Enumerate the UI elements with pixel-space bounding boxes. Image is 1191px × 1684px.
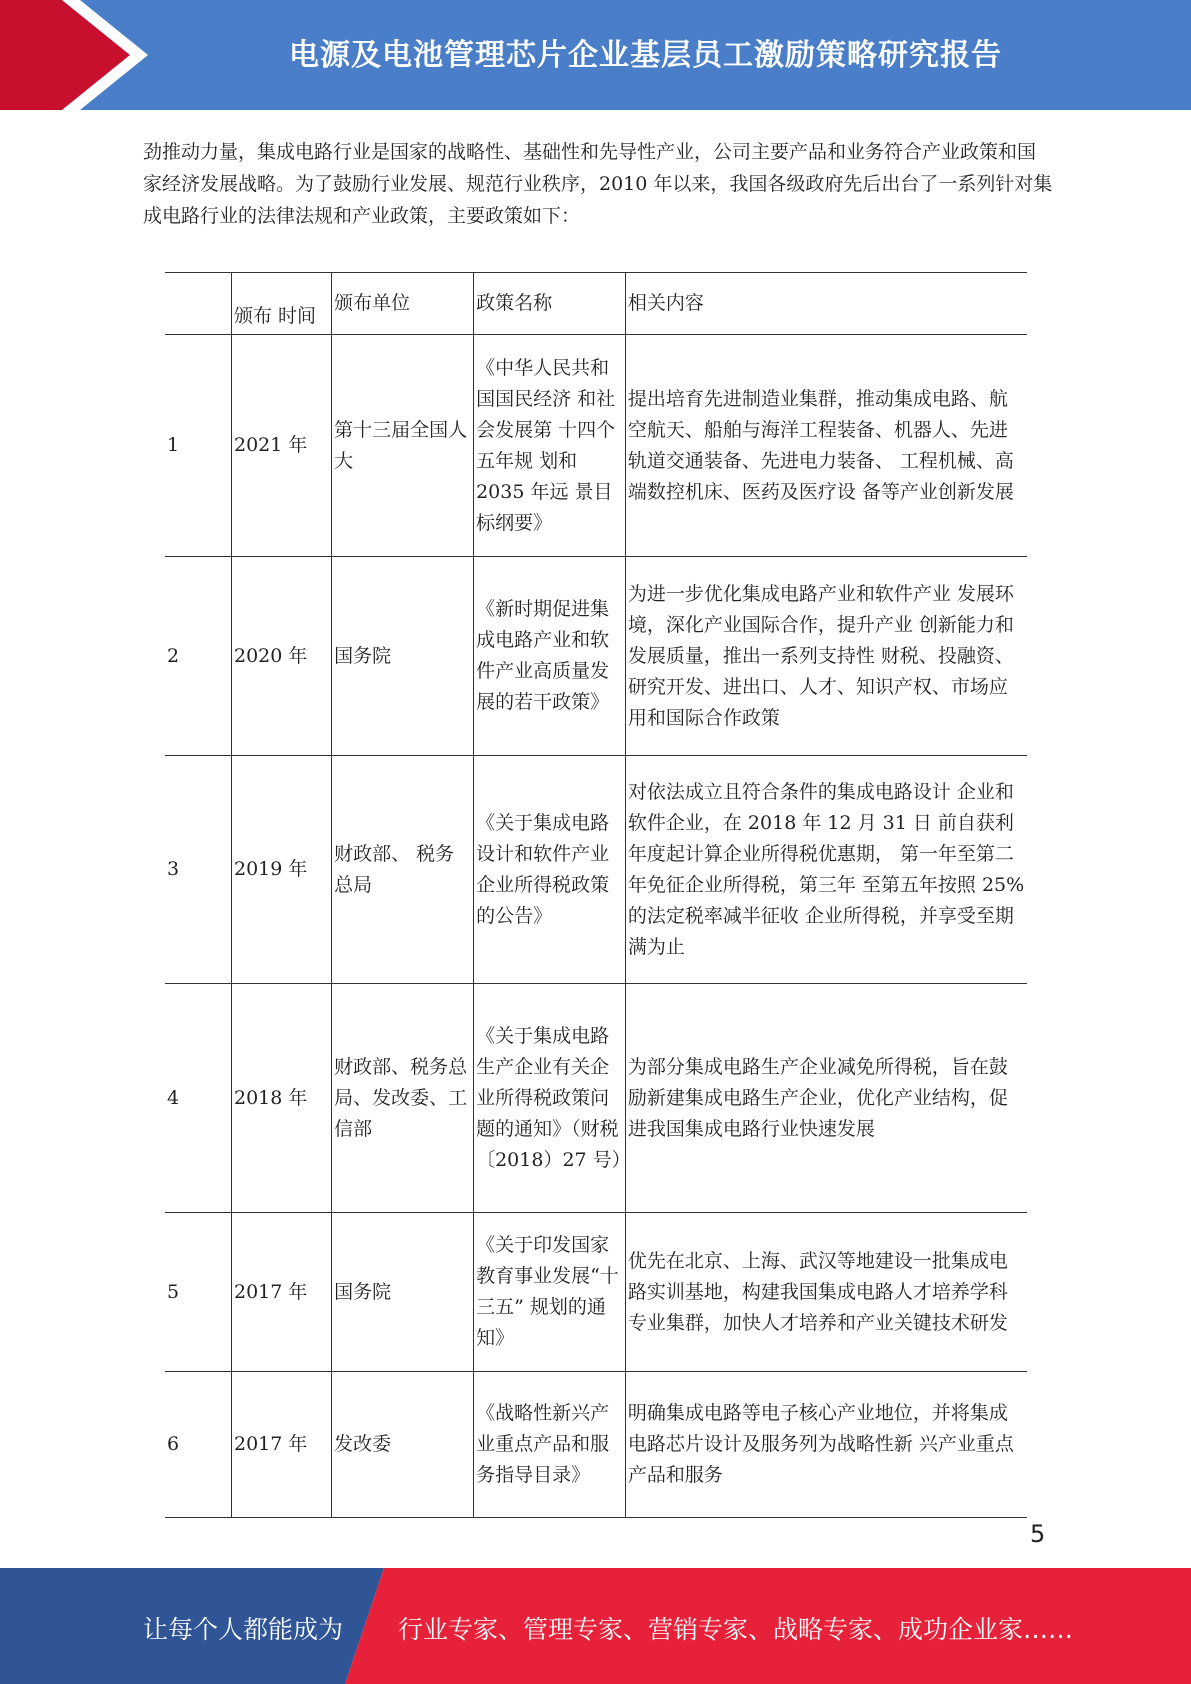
row-content: 明确集成电路等电子核心产业地位，并将集成电路芯片设计及服务列为战略性新 兴产业重点产品和服务 [625, 1372, 1027, 1518]
row-no: 6 [165, 1372, 232, 1518]
table-row [165, 335, 1027, 557]
footer-banner [0, 1568, 1191, 1684]
row-policy: 《关于印发国家教育事业发展“十三五” 规划的通知》 [474, 1213, 626, 1372]
header-policy: 政策名称 [474, 273, 626, 335]
header-year: 颁布 时间 [232, 273, 332, 335]
row-policy: 《战略性新兴产业重点产品和服务指导目录》 [474, 1372, 626, 1518]
footer-slogan-right: 行业专家、管理专家、营销专家、战略专家、成功企业家…… [398, 1615, 1074, 1644]
footer-slogan-left: 让每个人都能成为 [143, 1615, 344, 1644]
row-year: 2017 年 [232, 1213, 332, 1372]
row-no: 4 [165, 984, 232, 1213]
row-issuer: 发改委 [332, 1372, 474, 1518]
row-content: 优先在北京、上海、武汉等地建设一批集成电路实训基地，构建我国集成电路人才培养学科专业集群，加快人才培养和产业关键技术研发 [625, 1213, 1027, 1372]
report-title: 电源及电池管理芯片企业基层员工激励策略研究报告 [289, 38, 1002, 73]
row-no: 3 [165, 756, 232, 984]
row-content: 对依法成立且符合条件的集成电路设计 企业和软件企业，在 2018 年 12 月 31 日 前自获利年度起计算企业所得税优惠期， 第一年至第二年免征企业所得税，第三年 至第五年按照 25%的法定税率减半征收 企业所得税，并享受至期满为止 [625, 756, 1027, 984]
header-banner [0, 0, 1191, 110]
row-issuer: 国务院 [332, 557, 474, 756]
table-row [165, 1213, 1027, 1372]
row-policy: 《关于集成电路生产企业有关企业所得税政策问题的通知》（财税〔2018）27 号） [474, 984, 626, 1213]
header-no [165, 273, 232, 335]
row-year: 2019 年 [232, 756, 332, 984]
header-arrow-decoration [0, 0, 160, 110]
intro-paragraph: 劲推动力量，集成电路行业是国家的战略性、基础性和先导性产业，公司主要产品和业务符合产业政策和国家经济发展战略。为了鼓励行业发展、规范行业秩序，2010 年以来，我国各级政府先后出台了一系列针对集成电路行业的法律法规和产业政策，主要政策如下： [143, 141, 1053, 227]
table-header-row [165, 273, 1027, 335]
row-no: 2 [165, 557, 232, 756]
row-content: 为部分集成电路生产企业减免所得税，旨在鼓励新建集成电路生产企业，优化产业结构，促进我国集成电路行业快速发展 [625, 984, 1027, 1213]
row-year: 2021 年 [232, 335, 332, 557]
header-issuer: 颁布单位 [332, 273, 474, 335]
row-issuer: 财政部、 税务总局 [332, 756, 474, 984]
page-number: 5 [1030, 1520, 1046, 1548]
row-policy: 《关于集成电路设计和软件产业企业所得税政策的公告》 [474, 756, 626, 984]
policy-table [165, 272, 1027, 1518]
row-no: 5 [165, 1213, 232, 1372]
row-issuer: 国务院 [332, 1213, 474, 1372]
header-content: 相关内容 [625, 273, 1027, 335]
row-issuer: 第十三届全国人大 [332, 335, 474, 557]
table-row [165, 557, 1027, 756]
row-content: 提出培育先进制造业集群，推动集成电路、航空航天、船舶与海洋工程装备、机器人、先进轨道交通装备、先进电力装备、 工程机械、高端数控机床、医药及医疗设 备等产业创新发展 [625, 335, 1027, 557]
row-policy: 《新时期促进集成电路产业和软件产业高质量发展的若干政策》 [474, 557, 626, 756]
table-row [165, 1372, 1027, 1518]
row-issuer: 财政部、税务总局、发改委、工信部 [332, 984, 474, 1213]
row-content: 为进一步优化集成电路产业和软件产业 发展环境，深化产业国际合作，提升产业 创新能力和发展质量，推出一系列支持性 财税、投融资、研究开发、进出口、人才、知识产权、市场应用和国际合作政策 [625, 557, 1027, 756]
table-row [165, 756, 1027, 984]
row-year: 2017 年 [232, 1372, 332, 1518]
row-no: 1 [165, 335, 232, 557]
row-year: 2020 年 [232, 557, 332, 756]
row-policy: 《中华人民共和国国民经济 和社会发展第 十四个五年规 划和 2035 年远 景目标纲要》 [474, 335, 626, 557]
row-year: 2018 年 [232, 984, 332, 1213]
table-row [165, 984, 1027, 1213]
